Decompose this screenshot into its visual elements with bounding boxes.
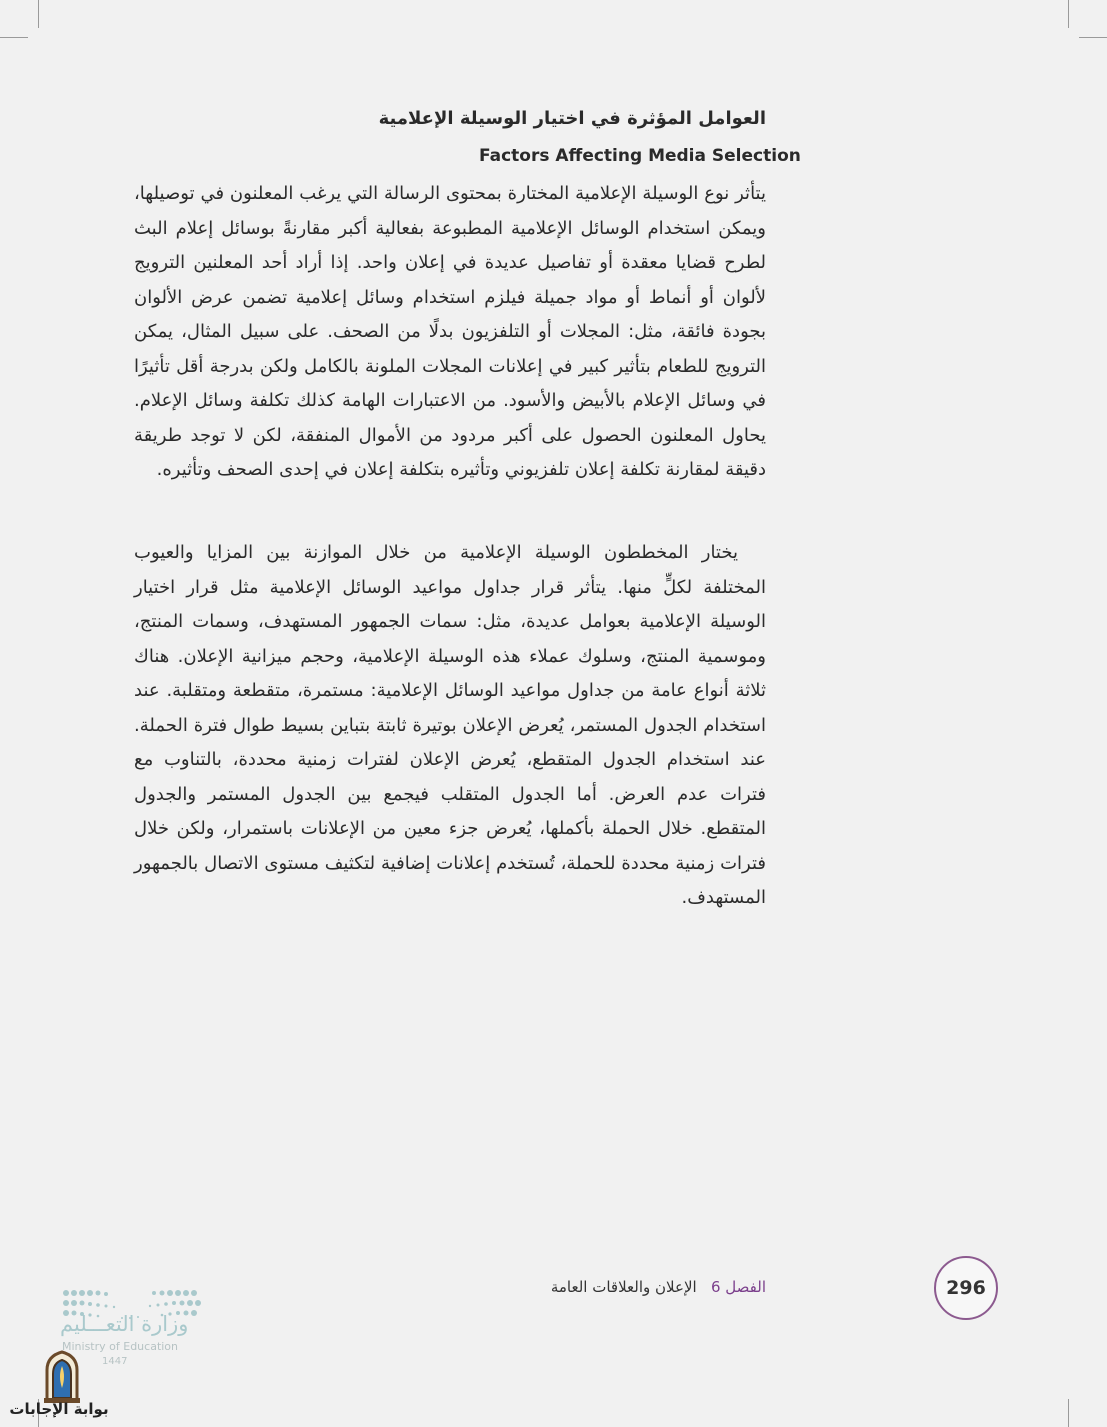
body-paragraph-2: يختار المخططون الوسيلة الإعلامية من خلال الموازنة بين المزايا والعيوب المختلفة لكلٍّ منها. يتأثر قرار جداول مواعيد الوسائل الإعلامية مثل قرار اختيار الوسيلة الإعلامية بعوامل عديدة، مثل: سمات الجمهور المستهدف، وسمات المنتج، وموسمية المنتج، وسلوك عملاء هذه الوسيلة الإعلامية، وحجم ميزانية الإعلان. هناك ثلاثة أنواع عامة من جداول مواعيد الوسائل الإعلامية: مستمرة، متقطعة ومتقلبة. عند استخدام الجدول المستمر، يُعرض الإعلان بوتيرة ثابتة بتباين بسيط طوال فترة الحملة. عند استخدام الجدول المتقطع، يُعرض الإعلان لفترات زمنية محددة، بالتناوب مع فترات عدم العرض. أما الجدول المتقلب فيجمع بين الجدول المستمر والجدول المتقطع. خلال الحملة بأكملها، يُعرض جزء معين من الإعلانات باستمرار، ولكن خلال فترات زمنية محددة للحملة، تُستخدم إعلانات إضافية لتكثيف مستوى الاتصال بالجمهور المستهدف. <box>134 542 766 908</box>
crop-mark <box>0 37 28 38</box>
body-paragraph-1: يتأثر نوع الوسيلة الإعلامية المختارة بمحتوى الرسالة التي يرغب المعلنون في توصيلها، ويمكن استخدام الوسائل الإعلامية المطبوعة بفعالية أكبر مقارنةً بوسائل إعلام البث لطرح قضايا معقدة أو تفاصيل عديدة في إعلان واحد. إذا أراد أحد المعلنين الترويج لألوان أو أنماط أو مواد جميلة فيلزم استخدام وسائل إعلامية تضمن عرض الألوان بجودة فائقة، مثل: المجلات أو التلفزيون بدلًا من الصحف. على سبيل المثال، يمكن الترويج للطعام بتأثير كبير في إعلانات المجلات الملونة بالكامل ولكن بدرجة أقل تأثيرًا في وسائل الإعلام بالأبيض والأسود. من الاعتبارات الهامة كذلك تكلفة وسائل الإعلام. يحاول المعلنون الحصول على أكبر مردود من الأموال المنفقة، لكن لا توجد طريقة دقيقة لمقارنة تكلفة إعلان تلفزيوني وتأثيره بتكلفة إعلان في إحدى الصحف وتأثيره. <box>134 183 766 480</box>
section-heading-english: Factors Affecting Media Selection <box>479 146 801 166</box>
chapter-footer <box>551 1278 766 1296</box>
chapter-label: الفصل 6 <box>710 1278 766 1296</box>
crop-mark <box>38 0 39 28</box>
crop-mark <box>1068 1399 1069 1427</box>
watermark-text: بوابة الإجابات <box>9 1400 109 1418</box>
page-number: 296 <box>934 1256 998 1320</box>
crop-mark <box>1068 0 1069 28</box>
ministry-name-english: Ministry of Education <box>62 1340 179 1353</box>
chapter-title: الإعلان والعلاقات العامة <box>550 1278 697 1296</box>
section-heading-arabic: العوامل المؤثرة في اختيار الوسيلة الإعلامية <box>378 108 766 129</box>
crop-mark <box>1079 37 1107 38</box>
ministry-name-arabic: وزارة التعـــليم <box>60 1312 189 1336</box>
ministry-year: 1447 <box>102 1356 128 1367</box>
